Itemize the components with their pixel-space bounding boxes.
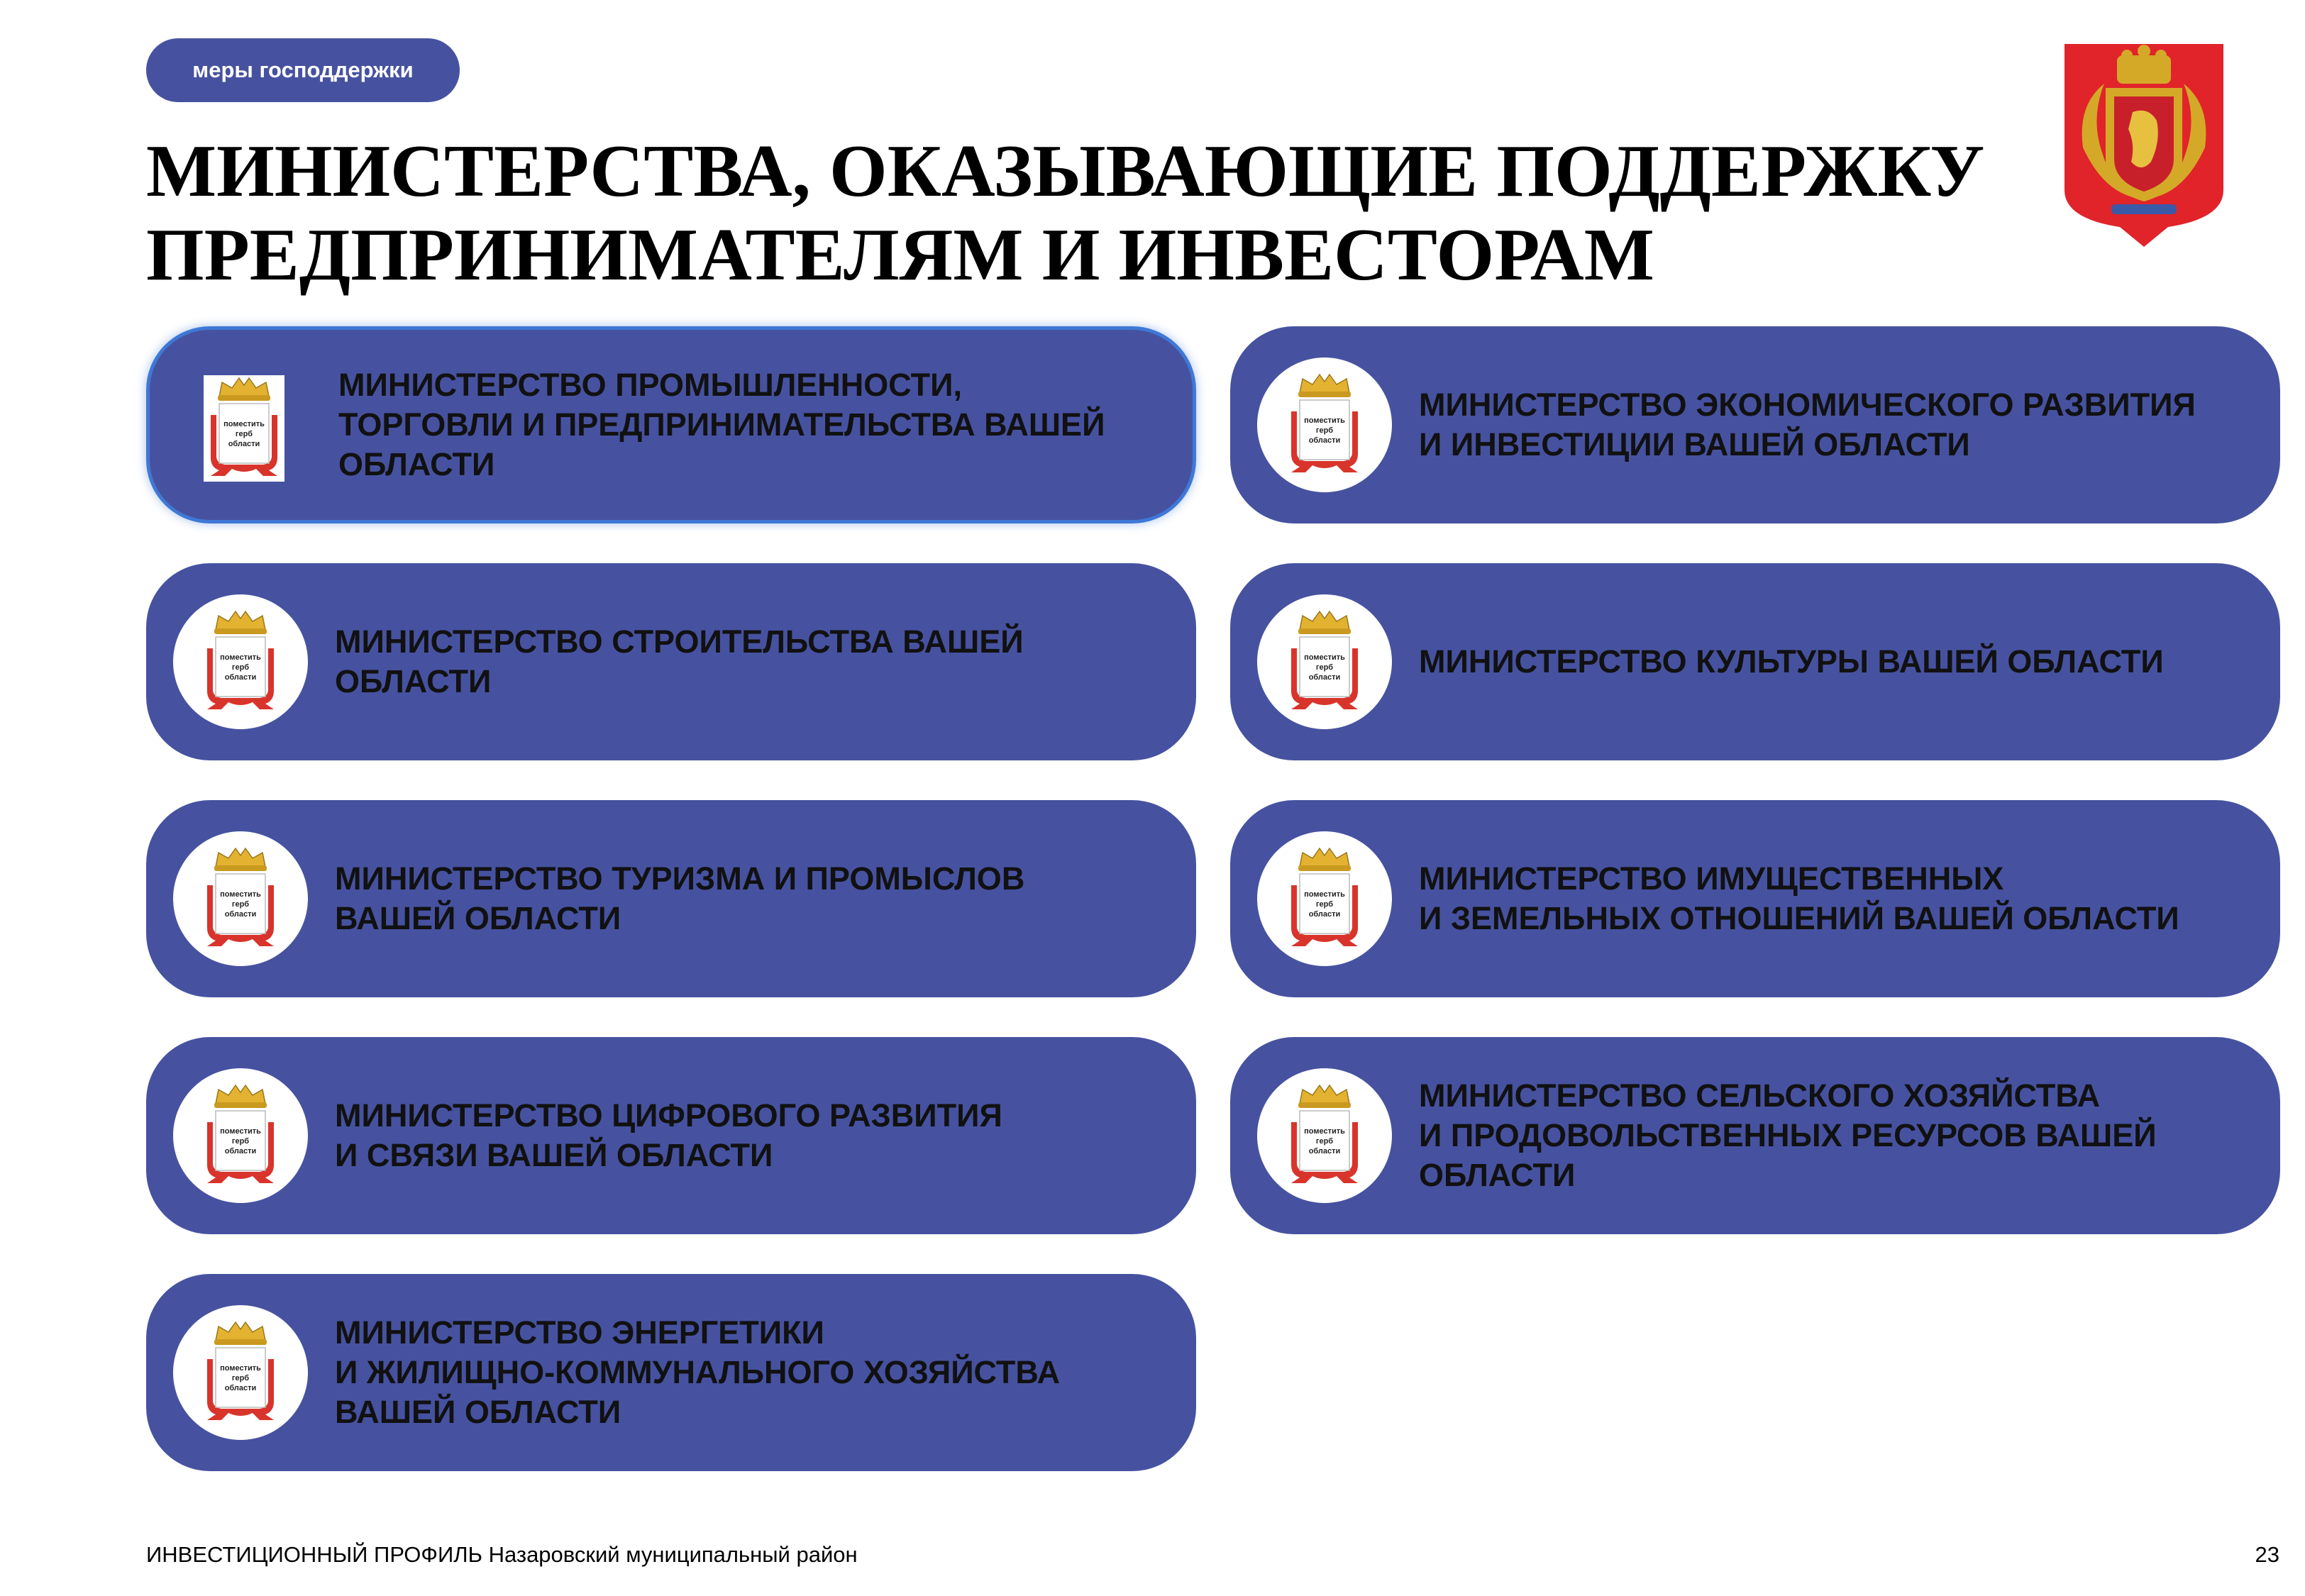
ministry-name [1419,326,2231,523]
placeholder-text: области [224,1147,257,1156]
ministry-card-property-land[interactable] [1230,800,2280,997]
ministry-card-culture[interactable] [1230,563,2280,760]
category-tag: меры господдержки [146,38,460,102]
ministry-card-agriculture[interactable] [1230,1037,2280,1234]
placeholder-text: поместить [1304,653,1345,662]
krasnoyarsk-coat-of-arms-icon [2062,41,2226,248]
placeholder-text: герб [231,1374,250,1382]
coat-of-arms-placeholder [173,1068,308,1203]
coat-of-arms-placeholder [1257,831,1392,966]
ministry-name [335,1037,1146,1234]
placeholder-text: герб [1315,663,1334,672]
ministry-name [1419,1037,2231,1234]
placeholder-text: области [224,1384,257,1392]
ministry-name-line: ОБЛАСТИ [1419,1157,1576,1193]
coat-of-arms-placeholder-icon [1284,1082,1365,1189]
page-number: 23 [2255,1542,2279,1567]
ministry-name-line: ОБЛАСТИ [338,446,495,482]
ministry-card-industry-trade[interactable] [146,326,1196,523]
coat-of-arms-placeholder-icon [1284,609,1365,715]
coat-of-arms-placeholder [173,1305,308,1440]
ministry-name [335,563,1146,760]
placeholder-text: области [1308,1147,1341,1156]
ministry-name-line: МИНИСТЕРСТВО СТРОИТЕЛЬСТВА ВАШЕЙ [335,624,1024,660]
placeholder-text: герб [1315,900,1334,909]
ministry-name [335,800,1146,997]
ministry-card-energy[interactable] [146,1274,1196,1471]
coat-of-arms-placeholder [204,375,284,482]
ministry-card-construction[interactable] [146,563,1196,760]
placeholder-text: герб [231,900,250,909]
placeholder-text: области [228,440,260,448]
coat-of-arms-placeholder-icon [200,1082,281,1189]
placeholder-text: герб [231,1137,250,1146]
placeholder-text: области [1308,910,1341,919]
coat-of-arms-placeholder-icon [200,1319,281,1426]
placeholder-text: поместить [1304,890,1345,899]
coat-of-arms-placeholder-icon [204,375,284,482]
placeholder-text: поместить [1304,416,1345,425]
ministry-name-line: ТОРГОВЛИ И ПРЕДПРИНИМАТЕЛЬСТВА ВАШЕЙ [338,406,1105,443]
ministry-name [1419,563,2231,760]
ministry-card-tourism[interactable] [146,800,1196,997]
ministry-name-line: МИНИСТЕРСТВО ЭНЕРГЕТИКИ [335,1314,824,1351]
ministry-name-line: И ЖИЛИЩНО-КОММУНАЛЬНОГО ХОЗЯЙСТВА [335,1354,1061,1390]
placeholder-text: поместить [220,1364,261,1373]
ministry-name-line: МИНИСТЕРСТВО ТУРИЗМА И ПРОМЫСЛОВ [335,860,1025,897]
placeholder-text: герб [235,430,253,438]
ministry-name [1419,800,2231,997]
placeholder-text: поместить [1304,1127,1345,1136]
ministry-name [338,330,1143,520]
ministry-name-line: ВАШЕЙ ОБЛАСТИ [335,1394,621,1430]
coat-of-arms-placeholder [1257,594,1392,729]
footer-text: ИНВЕСТИЦИОННЫЙ ПРОФИЛЬ Назаровский муниципальный район [146,1542,858,1567]
ministry-name-line: И ПРОДОВОЛЬСТВЕННЫХ РЕСУРСОВ ВАШЕЙ [1419,1117,2157,1153]
ministry-name-line: И ИНВЕСТИЦИИ ВАШЕЙ ОБЛАСТИ [1419,426,1970,462]
coat-of-arms-placeholder-icon [200,846,281,952]
coat-of-arms-placeholder [1257,1068,1392,1203]
placeholder-text: области [1308,673,1341,682]
page-title-line: МИНИСТЕРСТВА, ОКАЗЫВАЮЩИЕ ПОДДЕРЖКУ [146,129,1985,212]
placeholder-text: поместить [220,653,261,662]
ministry-name-line: МИНИСТЕРСТВО КУЛЬТУРЫ ВАШЕЙ ОБЛАСТИ [1419,643,2164,680]
coat-of-arms-placeholder-icon [1284,372,1365,478]
ministry-card-economic-development[interactable] [1230,326,2280,523]
ministry-name-line: МИНИСТЕРСТВО ЭКОНОМИЧЕСКОГО РАЗВИТИЯ [1419,387,2196,423]
placeholder-text: герб [231,663,250,672]
ministry-card-digital[interactable] [146,1037,1196,1234]
placeholder-text: поместить [220,890,261,899]
placeholder-text: герб [1315,426,1334,435]
ministry-name [335,1274,1146,1471]
ministry-name-line: МИНИСТЕРСТВО ИМУЩЕСТВЕННЫХ [1419,860,2004,897]
placeholder-text: области [224,673,257,682]
ministry-name-line: МИНИСТЕРСТВО ЦИФРОВОГО РАЗВИТИЯ [335,1097,1002,1134]
placeholder-text: области [1308,436,1341,445]
ministry-name-line: И СВЯЗИ ВАШЕЙ ОБЛАСТИ [335,1137,773,1173]
placeholder-text: поместить [220,1127,261,1136]
placeholder-text: области [224,910,257,919]
coat-of-arms-placeholder [1257,358,1392,492]
coat-of-arms-placeholder-icon [1284,846,1365,952]
page-title-line: ПРЕДПРИНИМАТЕЛЯМ И ИНВЕСТОРАМ [146,213,1654,296]
page-title [146,129,2062,297]
ministry-name-line: МИНИСТЕРСТВО ПРОМЫШЛЕННОСТИ, [338,367,963,403]
ministry-name-line: ВАШЕЙ ОБЛАСТИ [335,900,621,936]
coat-of-arms-placeholder [173,594,308,729]
ministry-name-line: МИНИСТЕРСТВО СЕЛЬСКОГО ХОЗЯЙСТВА [1419,1077,2101,1114]
coat-of-arms-placeholder [173,831,308,966]
placeholder-text: поместить [223,420,265,428]
ministry-name-line: ОБЛАСТИ [335,663,492,699]
ministry-name-line: И ЗЕМЕЛЬНЫХ ОТНОШЕНИЙ ВАШЕЙ ОБЛАСТИ [1419,900,2179,936]
placeholder-text: герб [1315,1137,1334,1146]
coat-of-arms-placeholder-icon [200,609,281,715]
